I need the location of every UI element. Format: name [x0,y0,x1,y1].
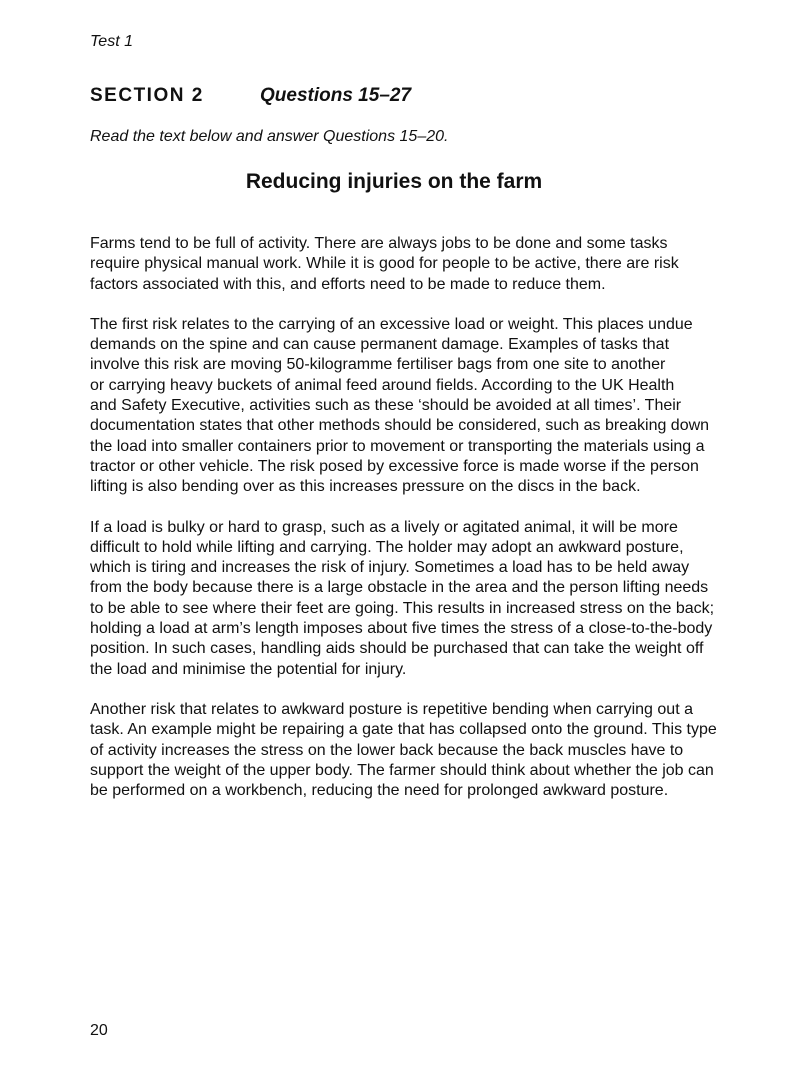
section-label: SECTION 2 [90,85,204,106]
questions-range: Questions 15–27 [260,85,412,106]
article-paragraph: The first risk relates to the carrying of an excessive load or weight. This places undue demands on the spine and can cause permanent damage. Examples of tasks that involve this risk are moving 50-kilogramme fertiliser bags from one site to another or carrying heavy buckets of animal feed around fields. According to the UK Health and Safety Executive, activities such as these ‘should be avoided at all times’. Their documentation states that other methods should be considered, such as breaking down the load into smaller containers prior to movement or transporting the materials using a tractor or other vehicle. The risk posed by excessive force is made worse if the person lifting is also bending over as this increases pressure on the discs in the back. [90,315,710,496]
section-heading [90,85,412,107]
page-number: 20 [90,1022,108,1039]
article-paragraph: If a load is bulky or hard to grasp, such as a lively or agitated animal, it will be more difficult to hold while lifting and carrying. The holder may adopt an awkward posture, which is tiring and increases the risk of injury. Sometimes a load has to be held away from the body because there is a large obstacle in the area and the person lifting needs to be able to see where their feet are going. This results in increased stress on the back; holding a load at arm’s length imposes about five times the stress of a close-to-the-body position. In such cases, handling aids should be purchased that can take the weight off the load and minimise the potential for injury. [90,518,715,678]
article-body [90,234,770,821]
test-label: Test 1 [90,33,133,50]
article-paragraph: Another risk that relates to awkward posture is repetitive bending when carrying out a task. An example might be repairing a gate that has collapsed onto the ground. This type of activity increases the stress on the lower back because the back muscles have to support the weight of the upper body. The farmer should think about whether the job can be performed on a workbench, reducing the need for prolonged awkward posture. [90,700,717,800]
instruction-text: Read the text below and answer Questions 15–20. [90,128,449,145]
article-title: Reducing injuries on the farm [245,170,543,193]
article-paragraph: Farms tend to be full of activity. There are always jobs to be done and some tasks require physical manual work. While it is good for people to be active, there are risk factors associated with this, and efforts need to be made to reduce them. [90,235,679,293]
